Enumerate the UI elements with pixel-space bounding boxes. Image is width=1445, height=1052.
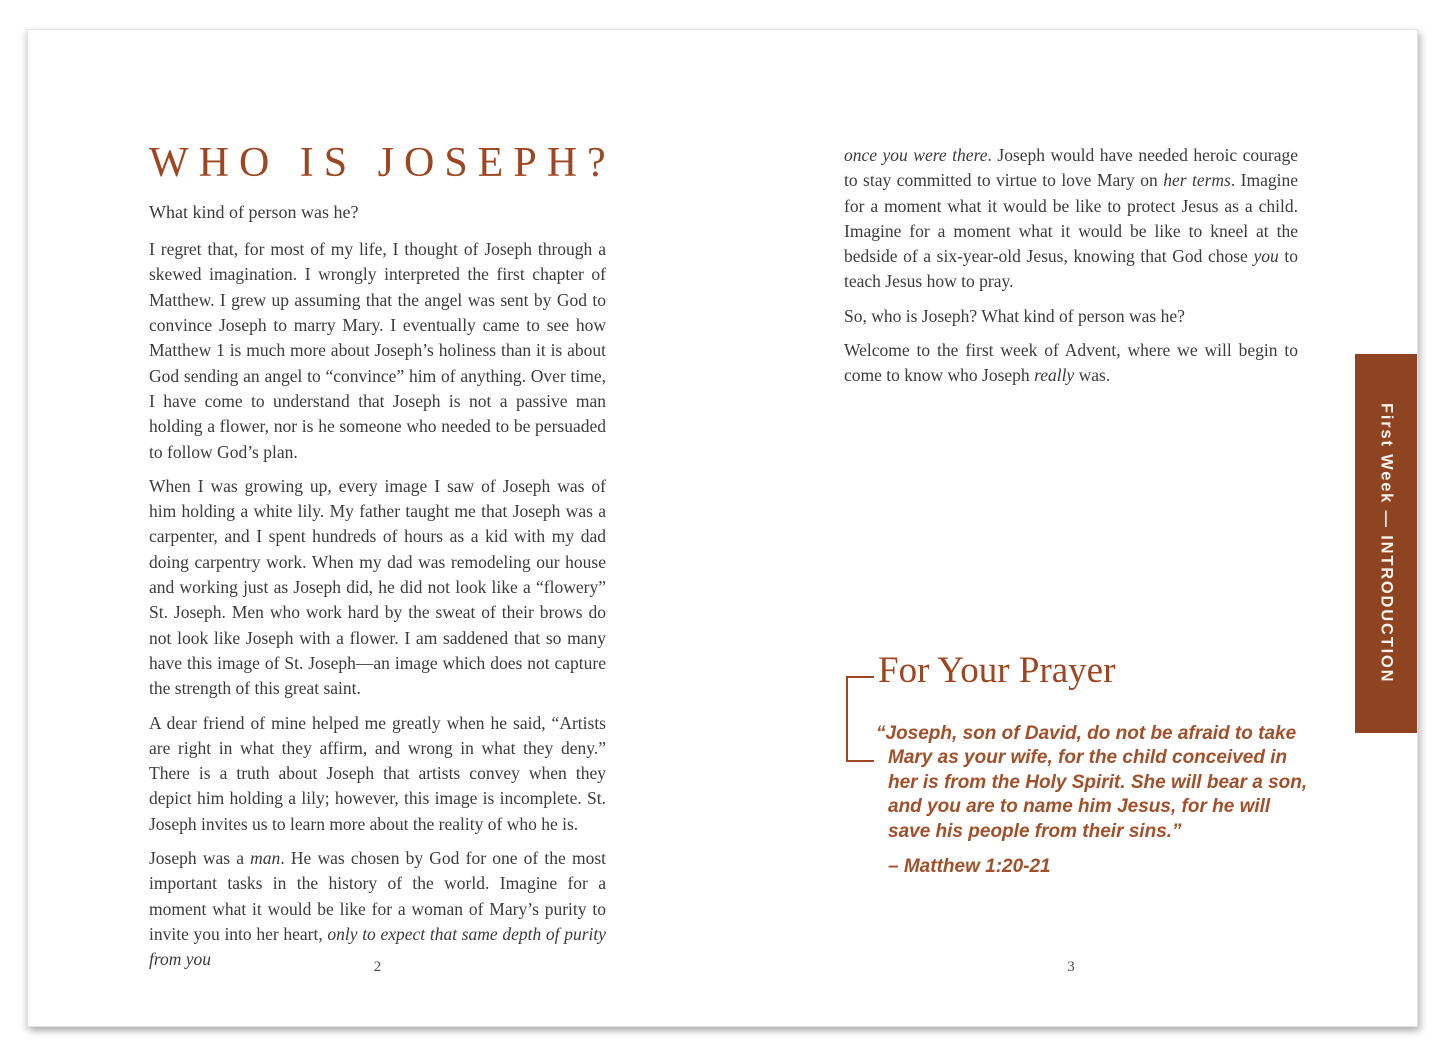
body-paragraph: A dear friend of mine helped me greatly when he said, “Artists are right in what they affirm, and wrong in what they deny.” There is a truth about Joseph that artists convey when they depict him holding a lily; however, this image is incomplete. St. Joseph invites us to learn more about the reality of who he is. xyxy=(149,712,606,834)
page-number-left: 2 xyxy=(373,959,382,975)
book-spread xyxy=(27,29,1418,1027)
left-page-column xyxy=(149,140,616,982)
right-page-column xyxy=(844,143,1298,398)
body-paragraph: Joseph was a man. He was chosen by God for one of the most important tasks in the history of the world. Imagine for a moment what it would be like for a woman of Mary’s purity to invite you into her heart, only to expect that same depth of purity from you xyxy=(149,848,606,970)
body-paragraph: So, who is Joseph? What kind of person was he? xyxy=(844,305,1185,326)
section-side-tab xyxy=(1355,354,1417,733)
body-paragraph: I regret that, for most of my life, I thought of Joseph through a skewed imagination. I wrongly interpreted the first chapter of Matthew. I grew up assuming that the angel was sent by God to convince Joseph to marry Mary. I eventually came to see how Matthew 1 is much more about Joseph’s holiness than it is about God sending an angel to “convince” him of anything. Over time, I have come to understand that Joseph is not a passive man holding a flower, nor is he someone who needed to be persuaded to follow God’s plan. xyxy=(149,239,606,462)
body-paragraph: When I was growing up, every image I saw of Joseph was of him holding a white lily. My father taught me that Joseph was a carpenter, and I spent hundreds of hours as a kid with my dad doing carpentry work. When my dad was remodeling our house and working just as Joseph did, he did not look like a “flowery” St. Joseph. Men who work hard by the sweat of their brows do not look like Joseph with a flower. I am saddened that so many have this image of St. Joseph—an image which does not capture the strength of this great saint. xyxy=(149,475,606,699)
scripture-attribution: – Matthew 1:20-21 xyxy=(888,856,1051,878)
scripture-quote: “Joseph, son of David, do not be afraid to take Mary as your wife, for the child conceived in her is from the Holy Spirit. She will bear a son, and you are to name him Jesus, for he will save his people from their sins.” xyxy=(876,722,1308,842)
body-paragraph: once you were there. Joseph would have needed heroic courage to stay committed to virtue to love Mary on her terms. Imagine for a moment what it would be like to protect Jesus as a child. Imagine for a moment what it would be like to kneel at the bedside of a six-year-old Jesus, knowing that God chose you to teach Jesus how to pray. xyxy=(844,145,1298,292)
for-your-prayer-section xyxy=(844,650,1308,878)
page-title: WHO IS JOSEPH? xyxy=(149,140,616,186)
side-tab-label: First Week — INTRODUCTION xyxy=(1377,403,1396,684)
body-paragraph: Welcome to the first week of Advent, where we will begin to come to know who Joseph really was. xyxy=(844,340,1298,386)
page-number-right: 3 xyxy=(1067,959,1075,975)
bracket-icon xyxy=(846,676,874,762)
chapter-subtitle: What kind of person was he? xyxy=(149,202,359,223)
prayer-heading: For Your Prayer xyxy=(878,650,1116,691)
